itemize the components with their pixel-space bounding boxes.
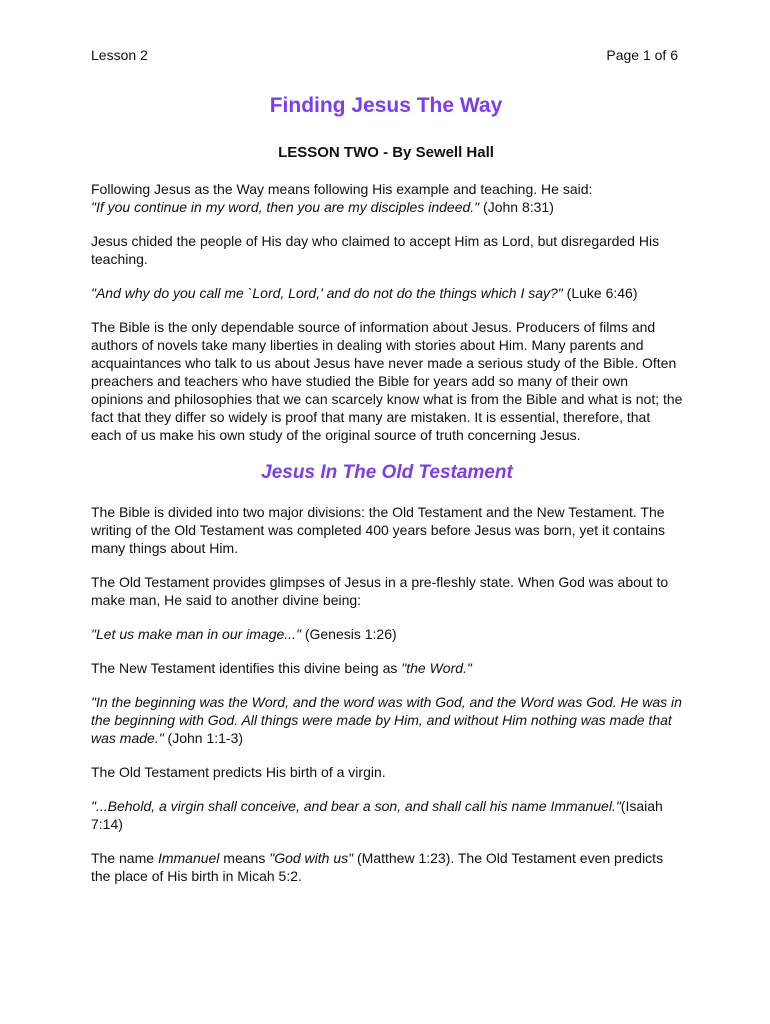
paragraph-text: The name [91,850,158,866]
header-page-number: Page 1 of 6 [606,47,678,63]
document-subtitle: LESSON TWO - By Sewell Hall [278,144,494,161]
page-header [91,47,681,67]
paragraph: The Old Testament provides glimpses of Jesus in a pre-fleshly state. When God was about to make man, He said to another divine being: [91,574,669,608]
paragraph [91,797,683,833]
scripture-quote: "Let us make man in our image..." [91,626,301,642]
document-body [91,180,683,901]
paragraph [91,180,683,216]
scripture-reference: (Isaiah 7:14) [91,798,663,832]
scripture-reference: (Luke 6:46) [562,285,638,301]
paragraph [91,693,683,747]
scripture-quote: "In the beginning was the Word, and the word was with God, and the Word was God. He was in the beginning with God. All things were made by Him, and without Him nothing was made that was made." [91,694,682,746]
scripture-quote: "And why do you call me `Lord, Lord,' and do not do the things which I say?" [91,285,563,301]
paragraph: The Bible is the only dependable source of information about Jesus. Producers of films and authors of novels take many liberties in dealing with stories about Him. Many parents and acquaintances who talk to us about Jesus have never made a serious study of the Bible. Often preachers and teachers who have studied the Bible for years add so many of their own opinions and philosophies that we can scarcely know what is from the Bible and what is not; the fact that they differ so widely is proof that many are mistaken. It is essential, therefore, that each of us make his own study of the original source of truth concerning Jesus. [91,319,683,443]
section-heading: Jesus In The Old Testament [261,462,513,483]
header-lesson-label: Lesson 2 [91,47,148,63]
scripture-quote: "If you continue in my word, then you are my disciples indeed." [91,199,480,215]
scripture-reference: (John 1:1-3) [163,730,244,746]
scripture-quote: "...Behold, a virgin shall conceive, and bear a son, and shall call his name Immanuel." [91,798,621,814]
paragraph-text: (Matthew 1:23). The Old Testament even predicts the place of His birth in Micah 5:2. [91,850,664,884]
paragraph [91,849,683,885]
scripture-quote: "the Word." [401,660,472,676]
scripture-quote: "God with us" [269,850,354,866]
paragraph-text: means [219,850,270,866]
paragraph-text: The New Testament identifies this divine being as [91,660,402,676]
paragraph [91,659,683,677]
scripture-reference: (Genesis 1:26) [300,626,397,642]
paragraph: The Bible is divided into two major divisions: the Old Testament and the New Testament. The writing of the Old Testament was completed 400 years before Jesus was born, yet it contains many things about Him. [91,504,666,556]
paragraph: Jesus chided the people of His day who claimed to accept Him as Lord, but disregarded His teaching. [91,233,660,267]
paragraph [91,625,683,643]
paragraph [91,284,683,302]
paragraph: The Old Testament predicts His birth of a virgin. [91,764,386,780]
emphasized-name: Immanuel [157,850,220,866]
scripture-reference: (John 8:31) [479,199,554,215]
paragraph-text: Following Jesus as the Way means following His example and teaching. He said: [91,181,593,197]
document-title: Finding Jesus The Way [269,94,503,117]
